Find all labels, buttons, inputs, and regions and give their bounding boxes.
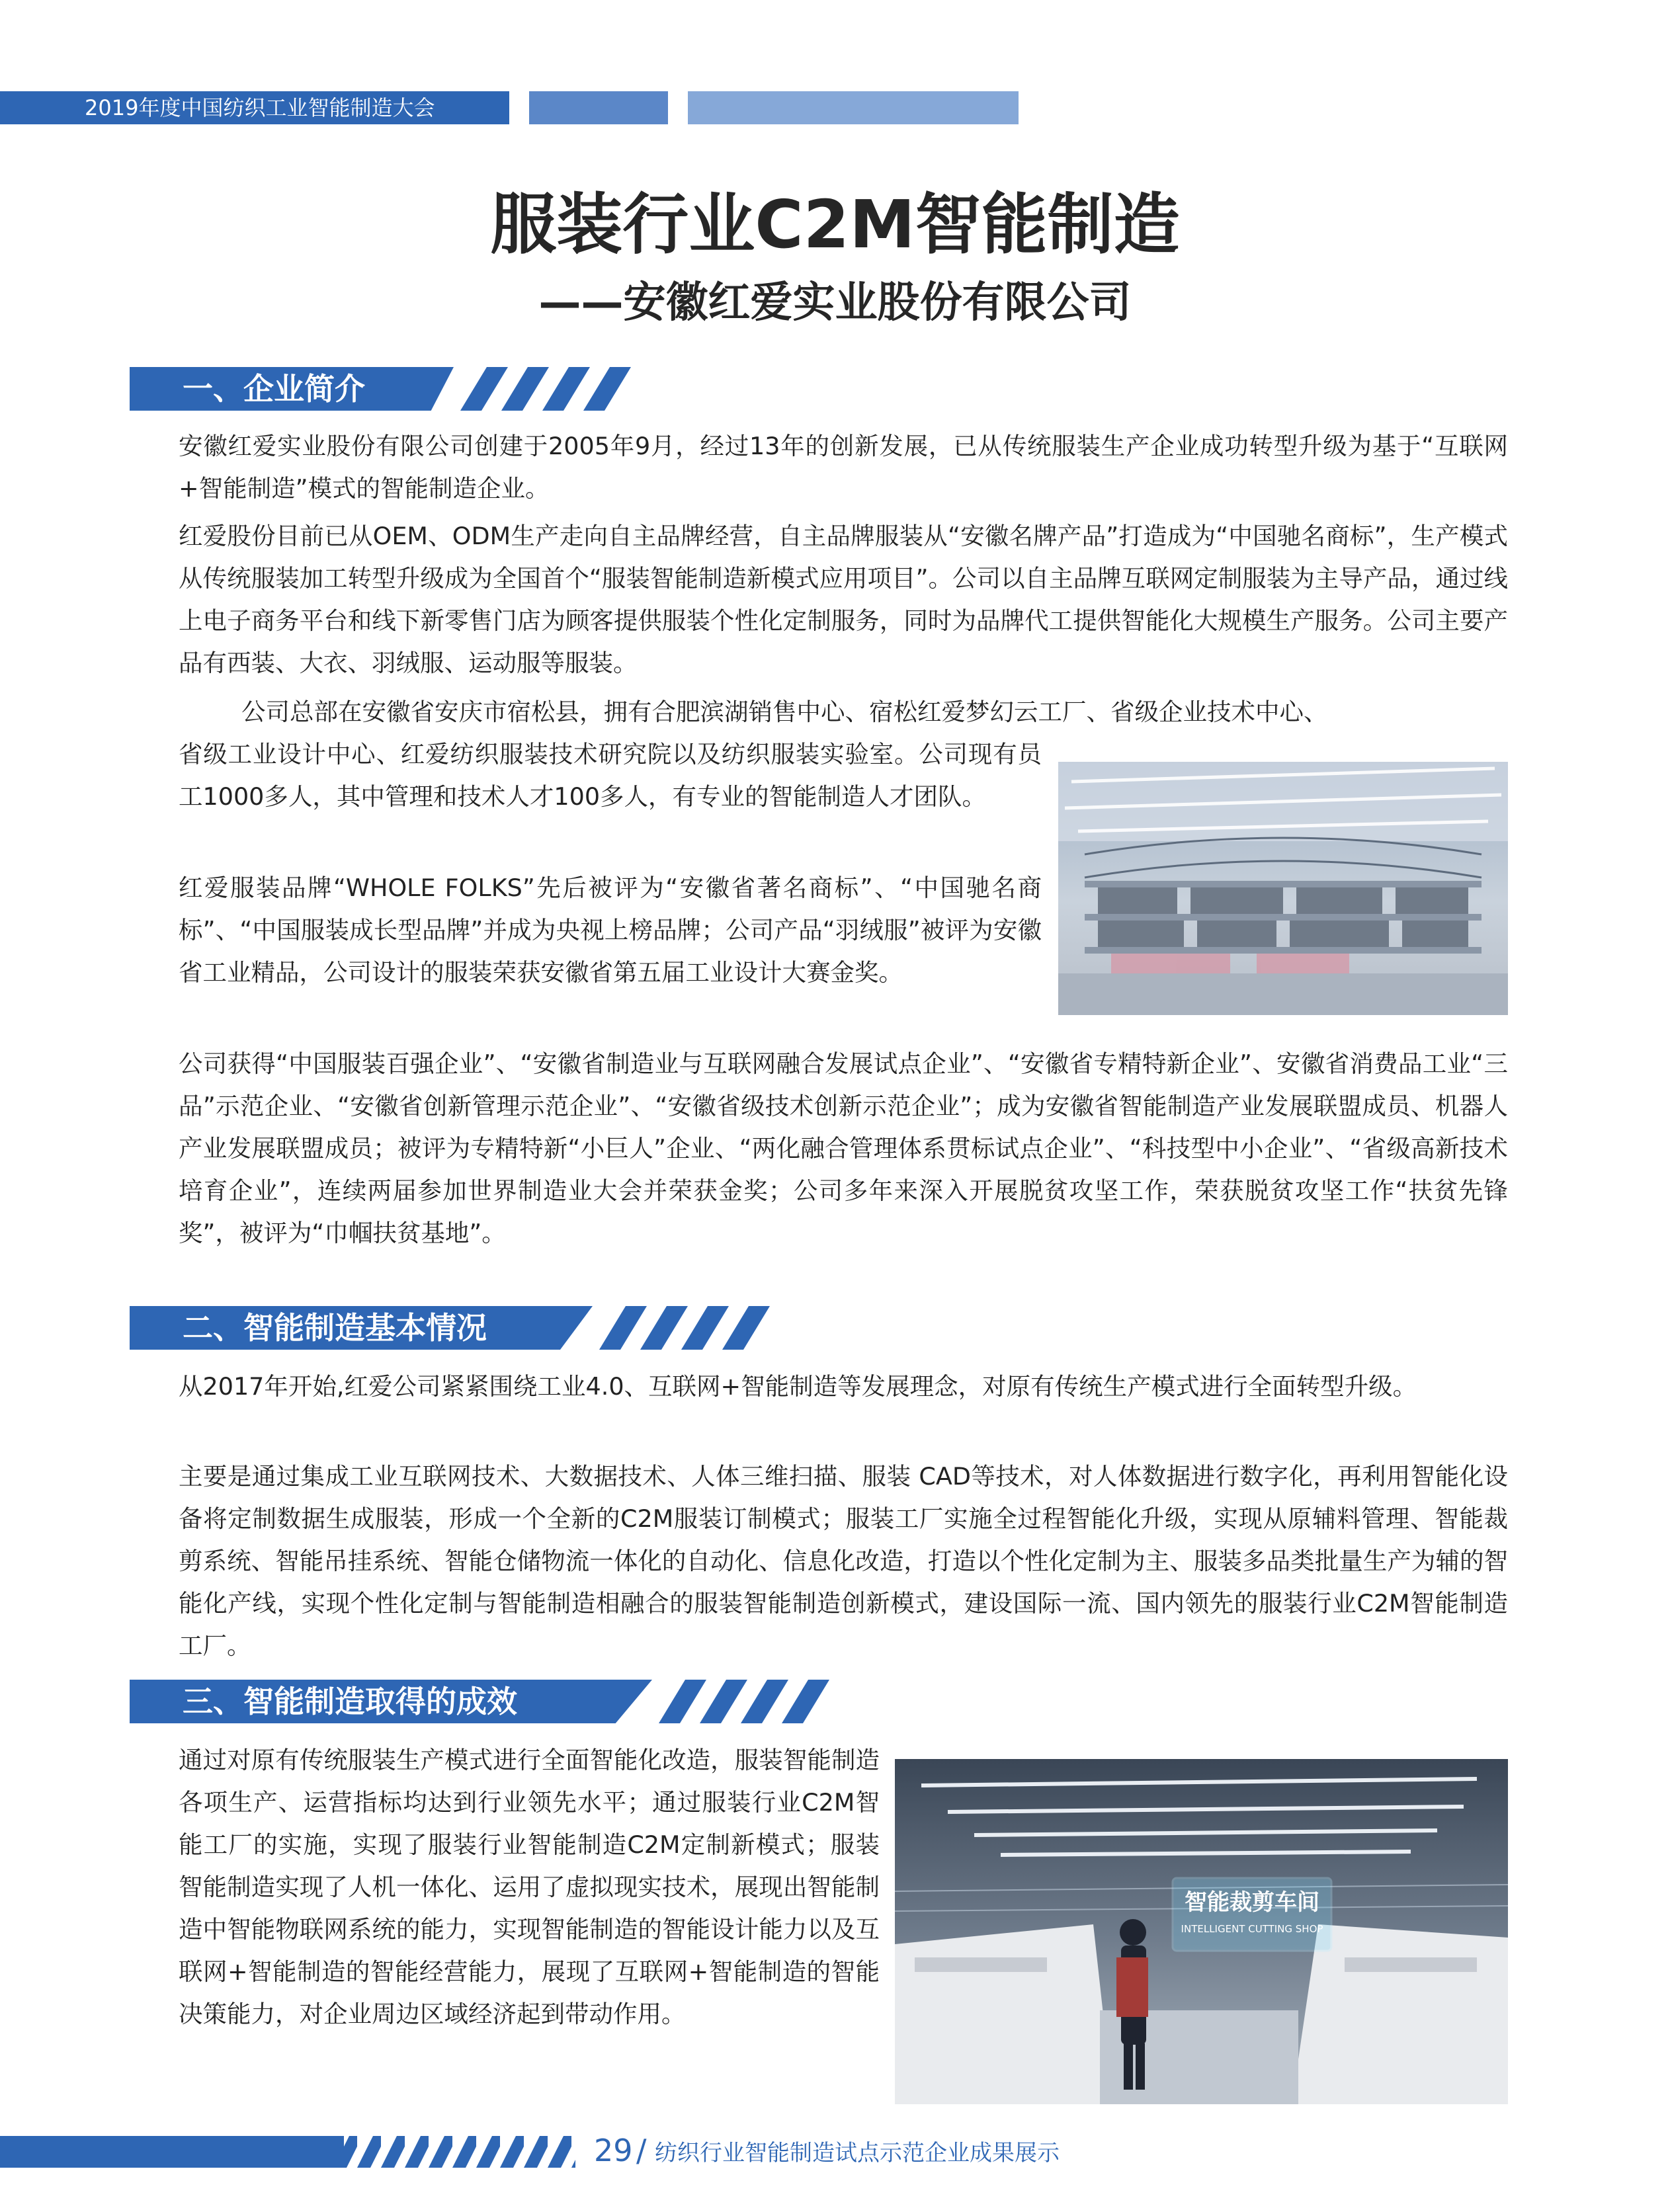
warehouse-photo bbox=[1058, 762, 1508, 1015]
footer-stripes-decoration bbox=[0, 2136, 575, 2168]
stripes-decoration bbox=[639, 1680, 890, 1723]
footer-text: 纺织行业智能制造试点示范企业成果展示 bbox=[655, 2140, 1060, 2166]
section-1-paragraph-5: 公司获得“中国服装百强企业”、“安徽省制造业与互联网融合发展试点企业”、“安徽省专精特新企业”、安徽省消费品工业“三品”示范企业、“安徽省创新管理示范企业”、“安徽省级技术创新示范企业”；成为安徽省智能制造产业发展联盟成员、机器人产业发展联盟成员；被评为专精特新“小巨人”企业、“两化融合管理体系贯标试点企业”、“科技型中小企业”、“省级高新技术培育企业”，连续两届参加世界制造业大会并荣获金奖；公司多年来深入开展脱贫攻坚工作，荣获脱贫攻坚工作“扶贫先锋奖”，被评为“巾帼扶贫基地”。 bbox=[179, 1049, 1508, 1247]
stripes-decoration bbox=[440, 367, 692, 411]
section-heading-label: 三、智能制造取得的成效 bbox=[183, 1684, 517, 1719]
section-heading-label: 二、智能制造基本情况 bbox=[183, 1310, 487, 1346]
sign-cn-label: 智能裁剪车间 bbox=[1185, 1889, 1319, 1916]
stripes-decoration bbox=[579, 1306, 831, 1350]
section-1-paragraph-1: 安徽红爱实业股份有限公司创建于2005年9月，经过13年的创新发展，已从传统服装生产企业成功转型升级为基于“互联网+智能制造”模式的智能制造企业。 bbox=[179, 432, 1508, 503]
section-heading-label: 一、企业简介 bbox=[183, 371, 365, 407]
footer-separator: / bbox=[636, 2133, 647, 2168]
section-heading-3 bbox=[130, 1680, 725, 1723]
cutting-shop-photo bbox=[895, 1759, 1508, 2104]
section-heading-2 bbox=[130, 1306, 725, 1350]
section-1-paragraph-4: 红爱服装品牌“WHOLE FOLKS”先后被评为“安徽省著名商标”、“中国驰名商标”、“中国服装成长型品牌”并成为央视上榜品牌；公司产品“羽绒服”被评为安徽省工业精品，公司设计的服装荣获安徽省第五届工业设计大赛金奖。 bbox=[179, 874, 1042, 987]
section-2-paragraph-2: 主要是通过集成工业互联网技术、大数据技术、人体三维扫描、服装 CAD等技术，对人体数据进行数字化，再利用智能化设备将定制数据生成服装，形成一个全新的C2M服装订制模式；服装工厂实施全过程智能化升级，实现从原辅料管理、智能裁剪系统、智能吊挂系统、智能仓储物流一体化的自动化、信息化改造，打造以个性化定制为主、服装多品类批量生产为辅的智能化产线，实现个性化定制与智能制造相融合的服装智能制造创新模式，建设国际一流、国内领先的服装行业C2M智能制造工厂。 bbox=[179, 1462, 1508, 1660]
header-band-segment bbox=[688, 91, 1019, 124]
header-band-segment bbox=[529, 91, 668, 124]
section-3-paragraph-1: 通过对原有传统服装生产模式进行全面智能化改造，服装智能制造各项生产、运营指标均达到行业领先水平；通过服装行业C2M智能工厂的实施，实现了服装行业智能制造C2M定制新模式；服装智能制造实现了人机一体化、运用了虚拟现实技术，展现出智能制造中智能物联网系统的能力，实现智能制造的智能设计能力以及互联网+智能制造的智能经营能力，展现了互联网+智能制造的智能决策能力，对企业周边区域经济起到带动作用。 bbox=[179, 1746, 880, 2028]
header-band bbox=[0, 91, 509, 124]
section-1-paragraph-2: 红爱股份目前已从OEM、ODM生产走向自主品牌经营，自主品牌服装从“安徽名牌产品”打造成为“中国驰名商标”，生产模式从传统服装加工转型升级成为全国首个“服装智能制造新模式应用项目”。公司以自主品牌互联网定制服装为主导产品，通过线上电子商务平台和线下新零售门店为顾客提供服装个性化定制服务，同时为品牌代工提供智能化大规模生产服务。公司主要产品有西装、大衣、羽绒服、运动服等服装。 bbox=[179, 522, 1508, 677]
page-title: 服装行业C2M智能制造 bbox=[490, 186, 1180, 263]
header-event-title: 2019年度中国纺织工业智能制造大会 bbox=[85, 95, 435, 120]
section-heading-1 bbox=[130, 367, 725, 411]
page-subtitle: ——安徽红爱实业股份有限公司 bbox=[538, 278, 1132, 327]
sign-en-label: INTELLIGENT CUTTING SHOP bbox=[1181, 1923, 1323, 1935]
section-1-paragraph-3: 公司总部在安徽省安庆市宿松县，拥有合肥滨湖销售中心、宿松红爱梦幻云工厂、省级企业技术中心、 bbox=[241, 698, 1328, 726]
page-number: 29 bbox=[594, 2133, 633, 2168]
section-1-paragraph-3-cont: 省级工业设计中心、红爱纺织服装技术研究院以及纺织服装实验室。公司现有员工1000多人，其中管理和技术人才100多人，有专业的智能制造人才团队。 bbox=[179, 740, 1042, 811]
section-2-paragraph-1: 从2017年开始,红爱公司紧紧围绕工业4.0、互联网+智能制造等发展理念，对原有传统生产模式进行全面转型升级。 bbox=[179, 1372, 1417, 1401]
